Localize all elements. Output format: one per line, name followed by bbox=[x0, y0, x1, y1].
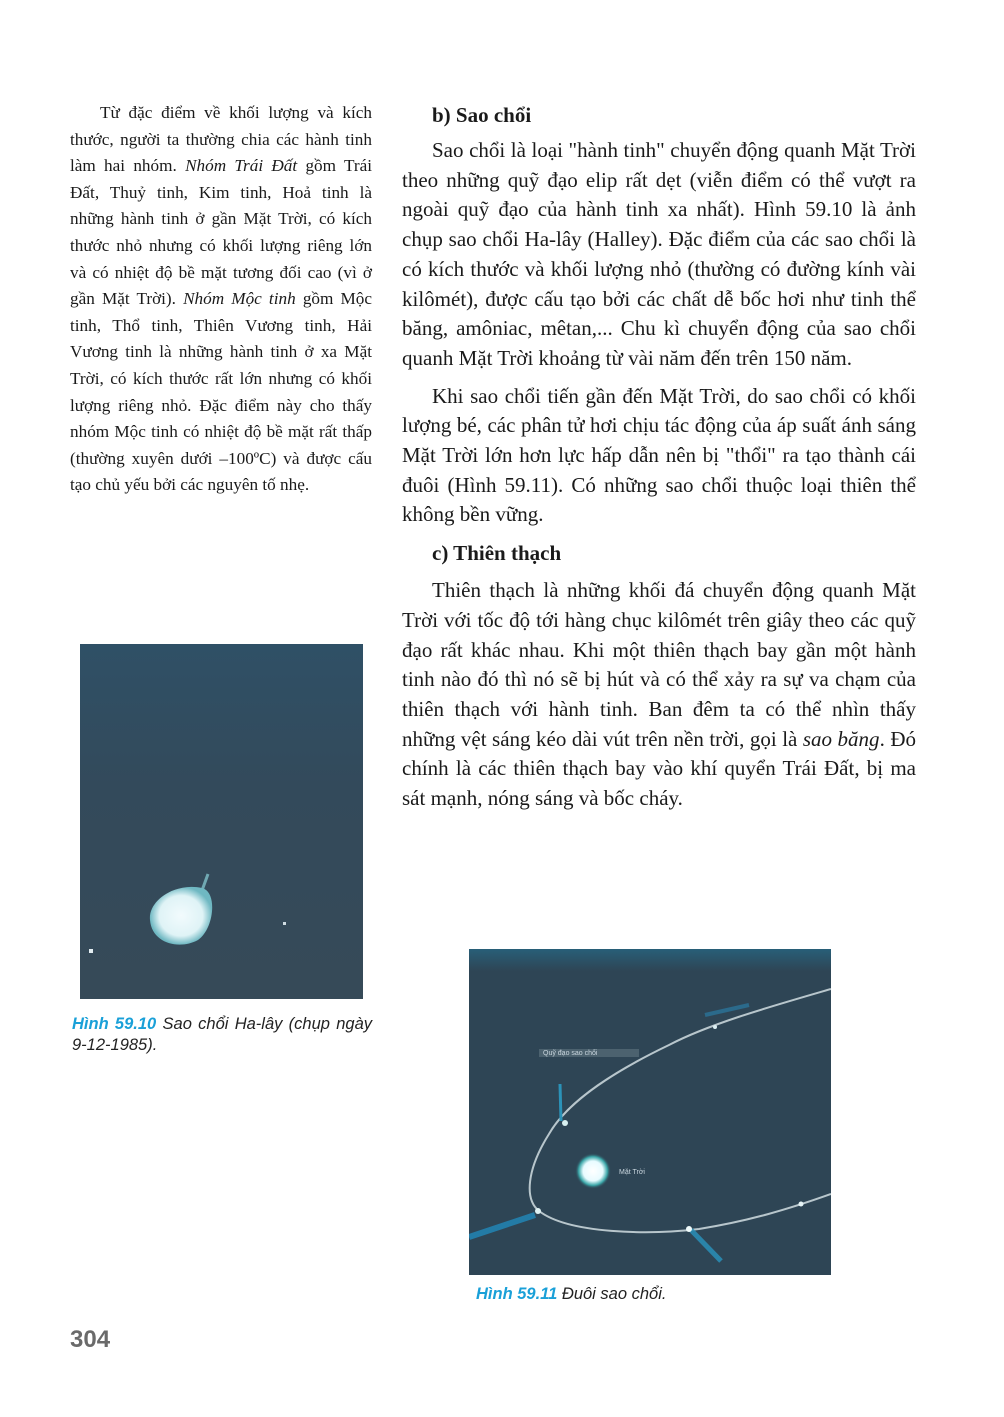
caption-text: Sao chổi Ha-lây (chụp ngày 9-12-1985). bbox=[72, 1015, 372, 1054]
right-column bbox=[402, 100, 916, 814]
star bbox=[283, 922, 286, 925]
caption-text: Đuôi sao chổi. bbox=[557, 1285, 667, 1303]
figure-number: Hình 59.11 bbox=[476, 1285, 558, 1303]
text-span: Thiên thạch là những khối đá chuyển động quanh Mặt Trời với tốc độ tới hàng chục kilômét trên giây theo các quỹ đạo rất khác nhau. Khi một thiên thạch bay gần một hành tinh nào đó thì nó sẽ bị hút và có thể xảy ra sự va chạm của thiên thạch với hành tinh. Ban đêm ta có thể nhìn thấy những vệt sáng kéo dài vút trên nền trời, gọi là bbox=[402, 578, 916, 751]
term-shooting-star: sao băng bbox=[802, 726, 880, 751]
planet-groups-paragraph bbox=[70, 100, 372, 499]
comets-paragraph-1: Sao chổi là loại "hành tinh" chuyển động quanh Mặt Trời theo những quỹ đạo elip rất dẹt (viễn điểm có thể vượt ra ngoài quỹ đạo của hành tinh xa nhất). Hình 59.10 là ảnh chụp sao chổi Ha-lây (Halley). Đặc điểm của các sao chổi là có kích thước và khối lượng nhỏ (thường có đường kính vài kilômét), được cấu tạo bởi các chất dễ bốc hơi như tinh thể băng, amôniac, mêtan,... Chu kì chuyển động của sao chổi quanh Mặt Trời khoảng từ vài năm đến trên 150 năm. bbox=[402, 138, 916, 370]
sun bbox=[575, 1153, 611, 1189]
figure-59-11-caption bbox=[476, 1284, 816, 1305]
text-span: . Đó chính là các thiên thạch bay vào khí quyển Trái Đất, bị ma sát mạnh, nóng sáng và bốc cháy. bbox=[402, 726, 916, 811]
space-band bbox=[469, 949, 831, 971]
comet-photo-illustration bbox=[80, 644, 363, 999]
comet-position-5 bbox=[713, 1025, 717, 1029]
text-span: Từ đặc điểm về khối lượng và kích thước, người ta thường chia các hành tinh làm hai nhóm. bbox=[70, 103, 372, 176]
star bbox=[89, 949, 93, 953]
section-heading-meteorites: c) Thiên thạch bbox=[432, 541, 562, 566]
comet-tail-1 bbox=[560, 1084, 561, 1121]
term-earth-group: Nhóm Trái Đất bbox=[185, 156, 298, 176]
comets-paragraph-2: Khi sao chổi tiến gần đến Mặt Trời, do sao chổi có khối lượng bé, các phân tử hơi chịu tác động của áp suất ánh sáng Mặt Trời lớn hơn lực hấp dẫn nên bị "thổi" ra tạo thành cái đuôi (Hình 59.11). Có những sao chổi thuộc loại thiên thể không bền vững. bbox=[402, 383, 916, 527]
orbit-label: Quỹ đạo sao chổi bbox=[543, 1050, 598, 1057]
text-span: gồm Mộc tinh, Thổ tinh, Thiên Vương tinh, Hải Vương tinh là những hành tinh ở xa Mặt Trời, có kích thước rất lớn nhưng có khối lượng riêng nhỏ. Đặc điểm này cho thấy nhóm Mộc tinh có nhiệt độ bề mặt rất thấp (thường xuyên dưới –100ºC) và được cấu tạo chủ yếu bởi các nguyên tố nhẹ. bbox=[70, 289, 373, 495]
figure-59-10-caption bbox=[72, 1014, 372, 1056]
left-column bbox=[70, 100, 372, 499]
figure-number: Hình 59.10 bbox=[72, 1015, 157, 1033]
night-sky bbox=[80, 644, 363, 999]
halley-comet-photo bbox=[80, 644, 363, 999]
comet-position-4 bbox=[799, 1202, 804, 1207]
text-span: gồm Trái Đất, Thuỷ tinh, Kim tinh, Hoả tinh là những hành tinh ở gần Mặt Trời, có kích thước nhỏ nhưng có khối lượng riêng lớn và có nhiệt độ bề mặt tương đối cao (vì ở gần Mặt Trời). bbox=[70, 156, 373, 309]
page-number: 304 bbox=[70, 1326, 111, 1353]
section-heading-comets: b) Sao chổi bbox=[432, 103, 532, 127]
term-jupiter-group: Nhóm Mộc tinh bbox=[183, 289, 296, 309]
meteorites-paragraph bbox=[402, 576, 916, 814]
space-background bbox=[469, 949, 831, 1275]
comet-position-3 bbox=[686, 1226, 692, 1232]
comet-position-2 bbox=[535, 1208, 541, 1214]
comet-orbit-illustration bbox=[469, 949, 831, 1275]
comet-tail-diagram bbox=[469, 949, 831, 1275]
sun-label: Mặt Trời bbox=[619, 1169, 645, 1176]
comet-position-1 bbox=[562, 1120, 568, 1126]
